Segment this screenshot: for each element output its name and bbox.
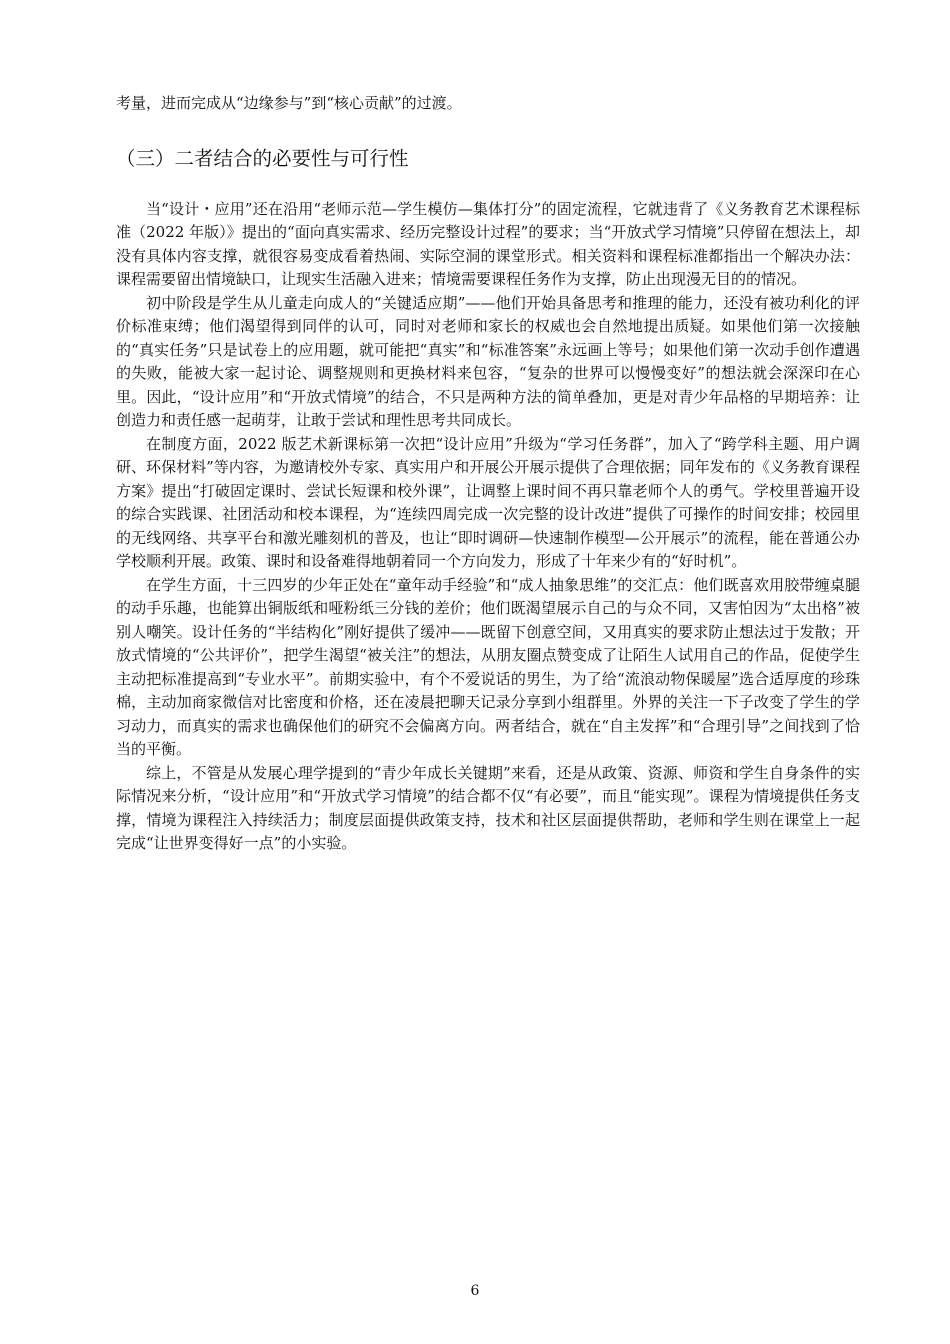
continuation-paragraph: 考量，进而完成从“边缘参与”到“核心贡献”的过渡。 <box>116 94 462 112</box>
page-number: 6 <box>470 1283 480 1299</box>
body-paragraph-1: 当“设计・应用”还在沿用“老师示范—学生模仿—集体打分”的固定流程，它就违背了《义务教育艺术课程标准（2022 年版）》提出的“面向真实需求、经历完整设计过程”的要求；当“开放式学习情境”只停留在想法上，却没有具体内容支撑，就很容易变成看着热闹、实际空洞的课堂形式。相关资料和课程标准都指出一个解决办法：课程需要留出情境缺口，让现实生活融入进来；情境需要课程任务作为支撑，防止出现漫无目的的情况。 <box>116 199 860 288</box>
body-paragraph-4: 在学生方面，十三四岁的少年正处在“童年动手经验”和“成人抽象思维”的交汇点：他们既喜欢用胶带缠桌腿的动手乐趣，也能算出铜版纸和哑粉纸三分钱的差价；他们既渴望展示自己的与众不同，又害怕因为“太出格”被别人嘲笑。设计任务的“半结构化”刚好提供了缓冲——既留下创意空间，又用真实的要求防止想法过于发散；开放式情境的“公共评价”，把学生渴望“被关注”的想法，从朋友圈点赞变成了让陌生人试用自己的作品，促使学生主动把标准提高到“专业水平”。前期实验中，有个不爱说话的男生，为了给“流浪动物保暖屋”选合适厚度的珍珠棉，主动加商家微信对比密度和价格，还在凌晨把聊天记录分享到小组群里。外界的关注一下子改变了学生的学习动力，而真实的需求也确保他们的研究不会偏离方向。两者结合，就在“自主发挥”和“合理引导”之间找到了恰当的平衡。 <box>116 575 860 758</box>
body-paragraph-5: 综上，不管是从发展心理学提到的“青少年成长关键期”来看，还是从政策、资源、师资和学生自身条件的实际情况来分析，“设计应用”和“开放式学习情境”的结合都不仅“有必要”，而且“能实现”。课程为情境提供任务支撑，情境为课程注入持续活力；制度层面提供政策支持，技术和社区层面提供帮助，老师和学生则在课堂上一起完成“让世界变得好一点”的小实验。 <box>116 763 860 852</box>
page-content <box>116 92 860 856</box>
section-heading: （三）二者结合的必要性与可行性 <box>116 146 409 170</box>
body-paragraph-2: 初中阶段是学生从儿童走向成人的“关键适应期”——他们开始具备思考和推理的能力，还没有被功利化的评价标准束缚；他们渴望得到同伴的认可，同时对老师和家长的权威也会自然地提出质疑。如果他们第一次接触的“真实任务”只是试卷上的应用题，就可能把“真实”和“标准答案”永远画上等号；如果他们第一次动手创作遭遇的失败，能被大家一起讨论、调整规则和更换材料来包容，“复杂的世界可以慢慢变好”的想法就会深深印在心里。因此，“设计应用”和“开放式情境”的结合，不只是两种方法的简单叠加，更是对青少年品格的早期培养：让创造力和责任感一起萌芽，让敢于尝试和理性思考共同成长。 <box>116 293 860 429</box>
body-paragraph-3: 在制度方面，2022 版艺术新课标第一次把“设计应用”升级为“学习任务群”，加入了“跨学科主题、用户调研、环保材料”等内容，为邀请校外专家、真实用户和开展公开展示提供了合理依据；同年发布的《义务教育课程方案》提出“打破固定课时、尝试长短课和校外课”，让调整上课时间不再只靠老师个人的勇气。学校里普遍开设的综合实践课、社团活动和校本课程，为“连续四周完成一次完整的设计改进”提供了可操作的时间安排；校园里的无线网络、共享平台和激光雕刻机的普及，也让“即时调研—快速制作模型—公开展示”的流程，能在普通公办学校顺利开展。政策、课时和设备难得地朝着同一个方向发力，形成了十年来少有的“好时机”。 <box>116 434 860 570</box>
